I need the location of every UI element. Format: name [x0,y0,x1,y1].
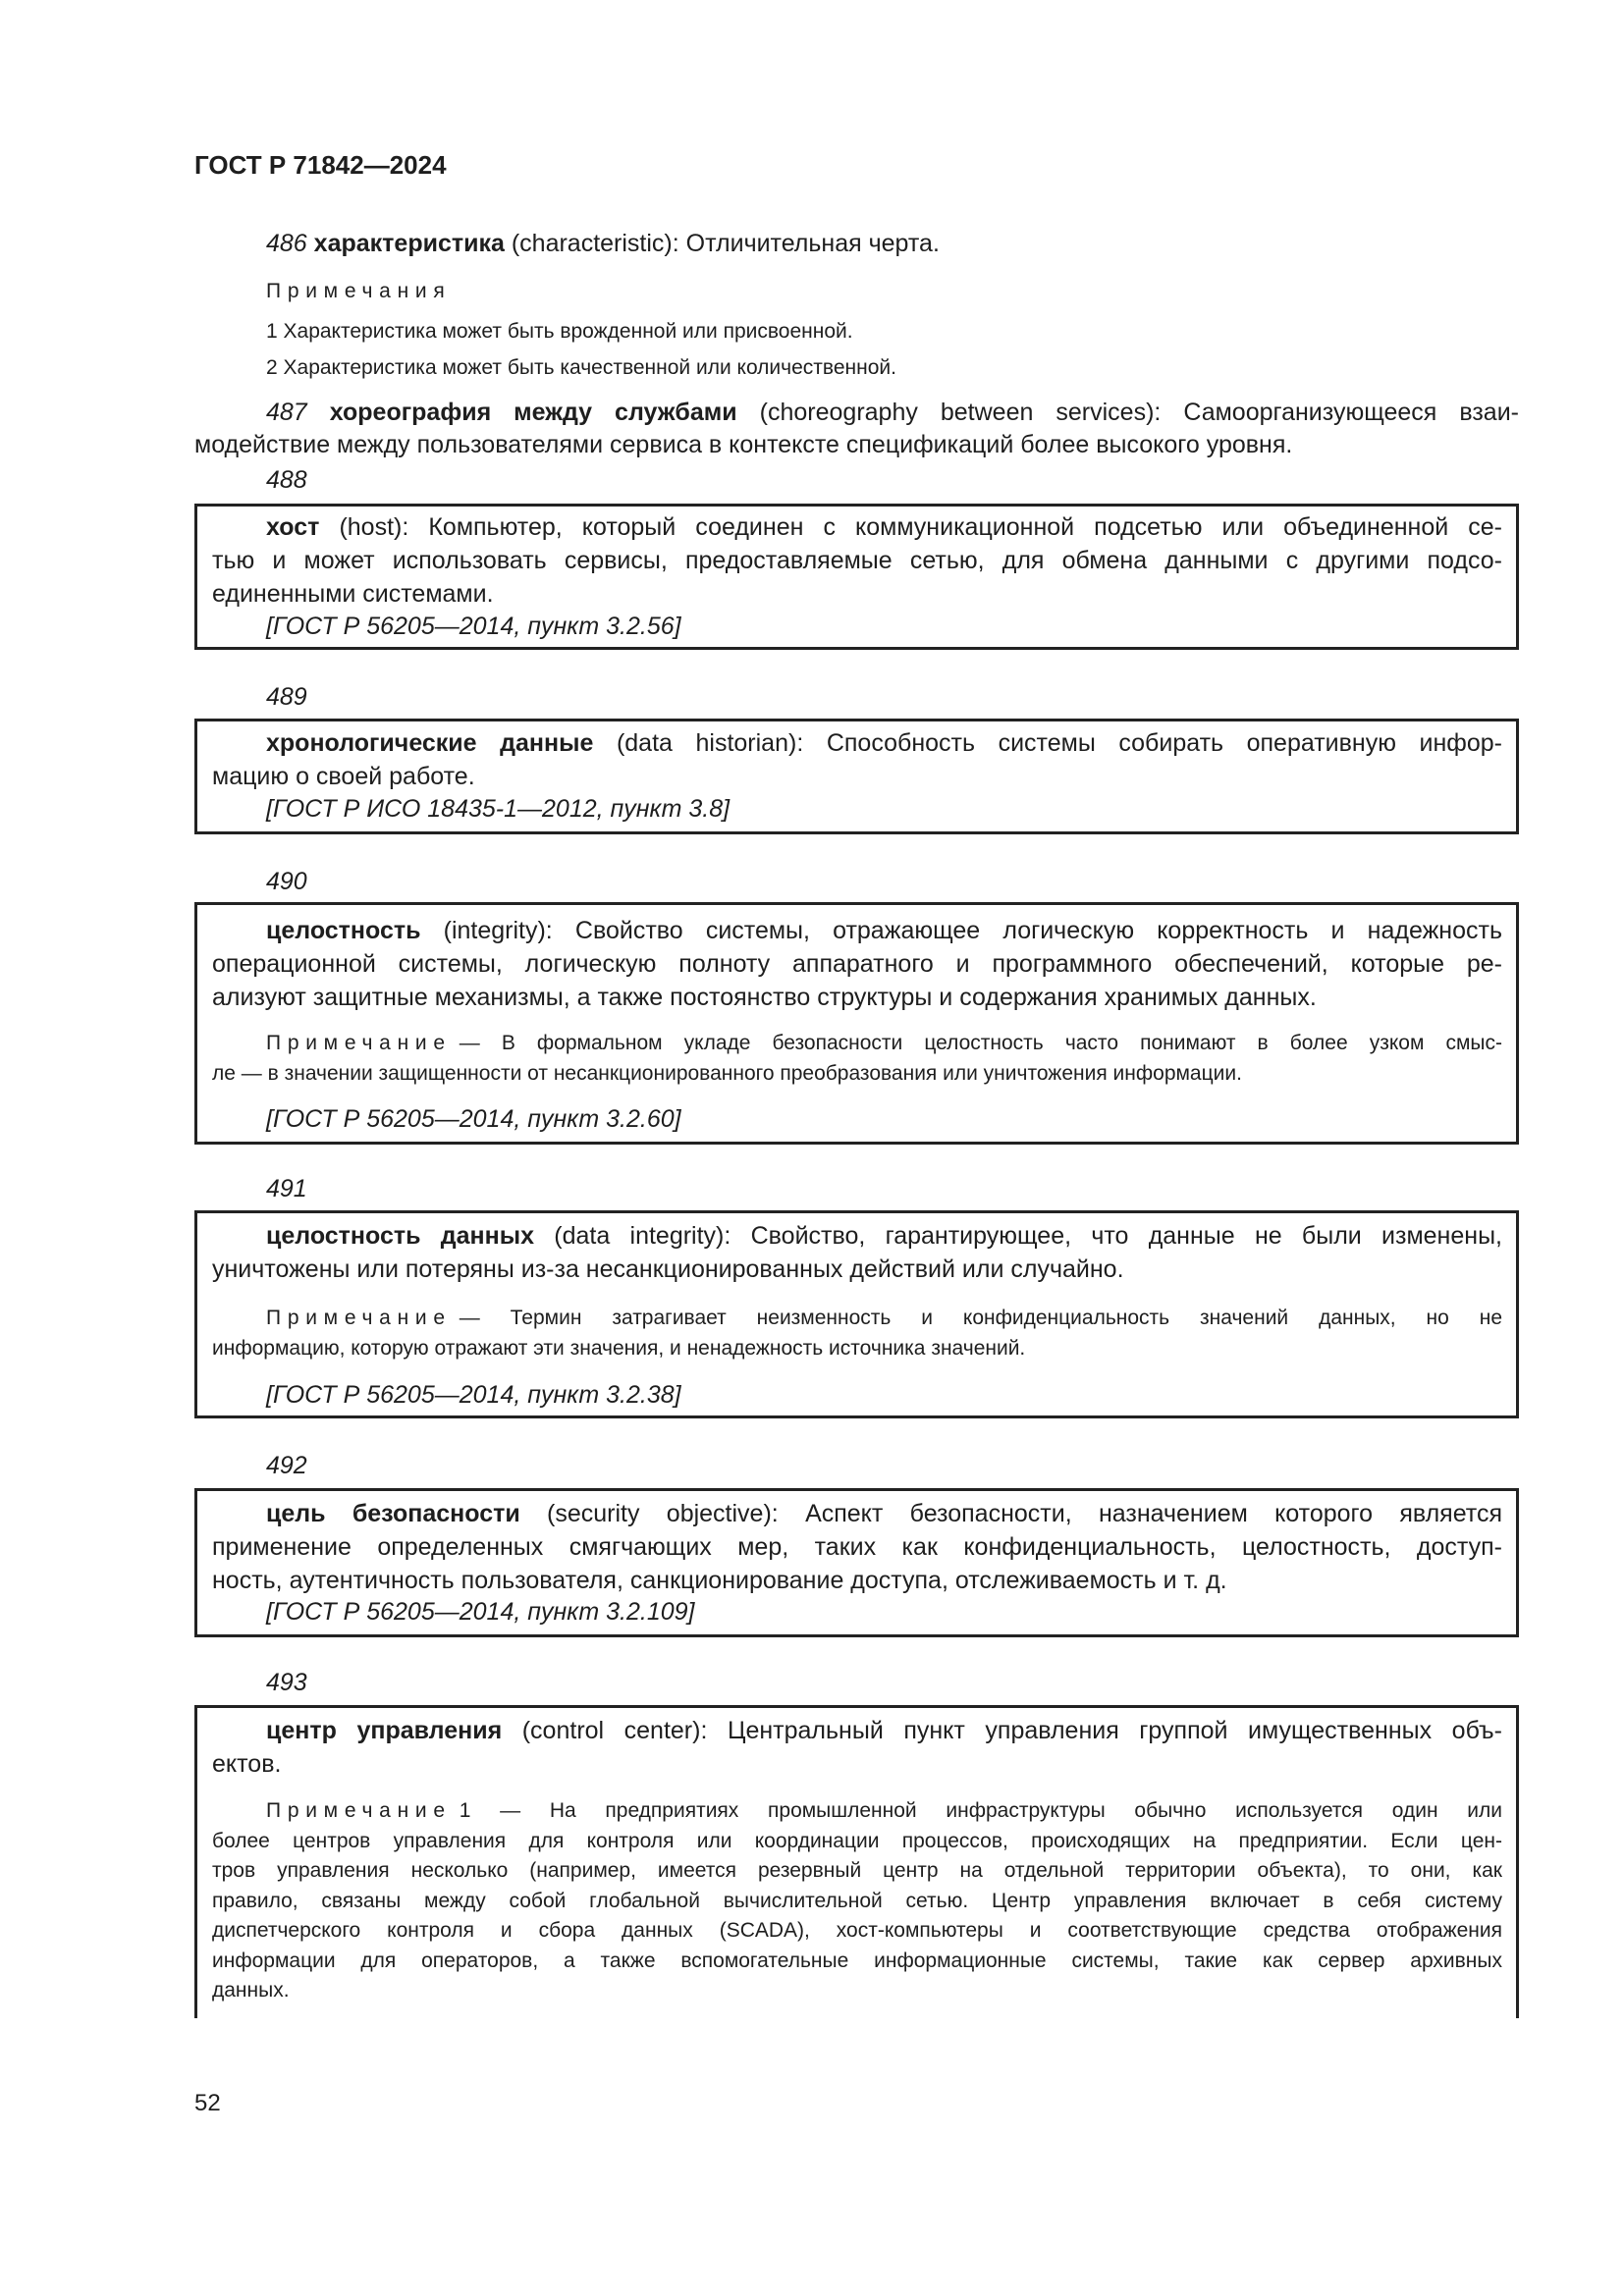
english-term: (data integrity): [554,1222,731,1250]
term: цель безопасности [266,1500,520,1527]
note [212,1796,1502,2006]
source-reference: [ГОСТ Р 56205—2014, пункт 3.2.38] [266,1381,681,1409]
entry-number: 489 [266,683,307,711]
english-term: (security objective): [547,1500,779,1527]
entry-number: 488 [266,466,307,494]
source-reference: [ГОСТ Р 56205—2014, пункт 3.2.60] [266,1105,681,1133]
source-reference: [ГОСТ Р 56205—2014, пункт 3.2.56] [266,613,681,640]
definition-line: мацию о своей работе. [212,763,475,790]
definition: Способность системы собирать оперативную инфор- [826,729,1503,757]
note-text: информации для операторов, а также вспомогательные информационные системы, такие как сервер архивных [212,1949,1502,1972]
definition-line: тью и может использовать сервисы, предоставляемые сетью, для обмена данными с другими подсо- [212,547,1502,574]
entry-number: 490 [266,868,307,895]
term: хронологические данные [266,729,594,757]
entry-487 [194,397,1519,461]
note-text: диспетчерского контроля и сбора данных (SCADA), хост-компьютеры и соответствующие средства отображения [212,1919,1502,1942]
note-text: — В формальном укладе безопасности целостность часто понимают в более узком смыс- [459,1032,1502,1054]
entry-box-492 [194,1488,1519,1637]
english-term: (data historian): [616,729,804,757]
page-number: 52 [194,2090,221,2116]
term: хост [266,513,320,541]
entry-number: 491 [266,1175,307,1202]
definition-line: единенными системами. [212,580,494,608]
definition: Свойство, гарантирующее, что данные не были изменены, [750,1222,1502,1250]
note-text: данных. [212,1979,290,2002]
note-label: Примечание [266,1307,452,1329]
definition-line: применение определенных смягчающих мер, таких как конфиденциальность, целостность, доступ- [212,1533,1502,1561]
definition: Аспект безопасности, назначением которого является [805,1500,1502,1527]
source-reference: [ГОСТ Р 56205—2014, пункт 3.2.109] [266,1598,695,1626]
entry-number: 492 [266,1452,307,1479]
definition-line: модействие между пользователями сервиса в контексте спецификаций более высокого уровня. [194,431,1293,458]
source-reference: [ГОСТ Р ИСО 18435-1—2012, пункт 3.8] [266,795,731,823]
notes-486-list [194,313,1519,386]
note-text: тров управления несколько (например, имеется резервный центр на отдельной территории объекта), то они, как [212,1859,1502,1882]
entry-number: 493 [266,1669,307,1696]
term: центр управления [266,1717,503,1744]
english-term: (host): [339,513,409,541]
english-term: (integrity): [443,917,553,944]
definition-line: уничтожены или потеряны из-за несанкционированных действий или случайно. [212,1255,1124,1283]
entry-486 [194,227,1519,260]
note-text: ле — в значении защищенности от несанкционированного преобразования или уничтожения информации. [212,1062,1242,1085]
entry-number: 487 [266,399,307,426]
note-item: 2 Характеристика может быть качественной или количественной. [266,356,896,379]
definition: Свойство системы, отражающее логическую корректность и надежность [574,917,1502,944]
document-id-header: ГОСТ Р 71842—2024 [194,150,447,180]
entry-box-493 [194,1705,1519,2018]
entry-box-491 [194,1210,1519,1418]
entry-box-489 [194,719,1519,834]
note-text: более центров управления для контроля или координации процессов, происходящих на предприятии. Если цен- [212,1829,1502,1852]
entry-number: 486 [266,230,307,257]
english-term: (characteristic): [511,230,679,257]
english-term: (choreography between services): [759,399,1162,426]
entry-box-490 [194,902,1519,1145]
definition: Центральный пункт управления группой имущественных объ- [727,1717,1503,1744]
notes-486 [194,276,1519,306]
term: хореография между службами [329,399,737,426]
definition-line: операционной системы, логическую полноту аппаратного и программного обеспечений, которые ре- [212,950,1502,978]
definition-line: ализуют защитные механизмы, а также постоянство структуры и содержания хранимых данных. [212,984,1317,1011]
term: характеристика [313,230,505,257]
definition: Самоорганизующееся взаи- [1183,399,1519,426]
note-item: 1 Характеристика может быть врожденной или присвоенной. [266,320,853,343]
entry-box-488 [194,504,1519,650]
note-text: 1 — На предприятиях промышленной инфраструктуры обычно используется один или [459,1799,1502,1822]
note [212,1303,1502,1363]
note-label: Примечание [266,1799,452,1822]
note [212,1028,1502,1089]
definition-line: ность, аутентичность пользователя, санкционирование доступа, отслеживаемость и т. д. [212,1567,1227,1594]
term: целостность [266,917,421,944]
note-text: информацию, которую отражают эти значения, и ненадежность источника значений. [212,1337,1026,1360]
notes-heading: Примечания [266,280,452,302]
term: целостность данных [266,1222,534,1250]
note-text: правило, связаны между собой глобальной вычислительной сетью. Центр управления включает в себя систему [212,1889,1502,1912]
definition-line: ектов. [212,1750,282,1778]
note-text: — Термин затрагивает неизменность и конфиденциальность значений данных, но не [459,1307,1502,1329]
definition: Отличительная черта. [685,230,940,257]
definition: Компьютер, который соединен с коммуникационной подсетью или объединенной се- [428,513,1502,541]
english-term: (control center): [521,1717,708,1744]
note-label: Примечание [266,1032,452,1054]
